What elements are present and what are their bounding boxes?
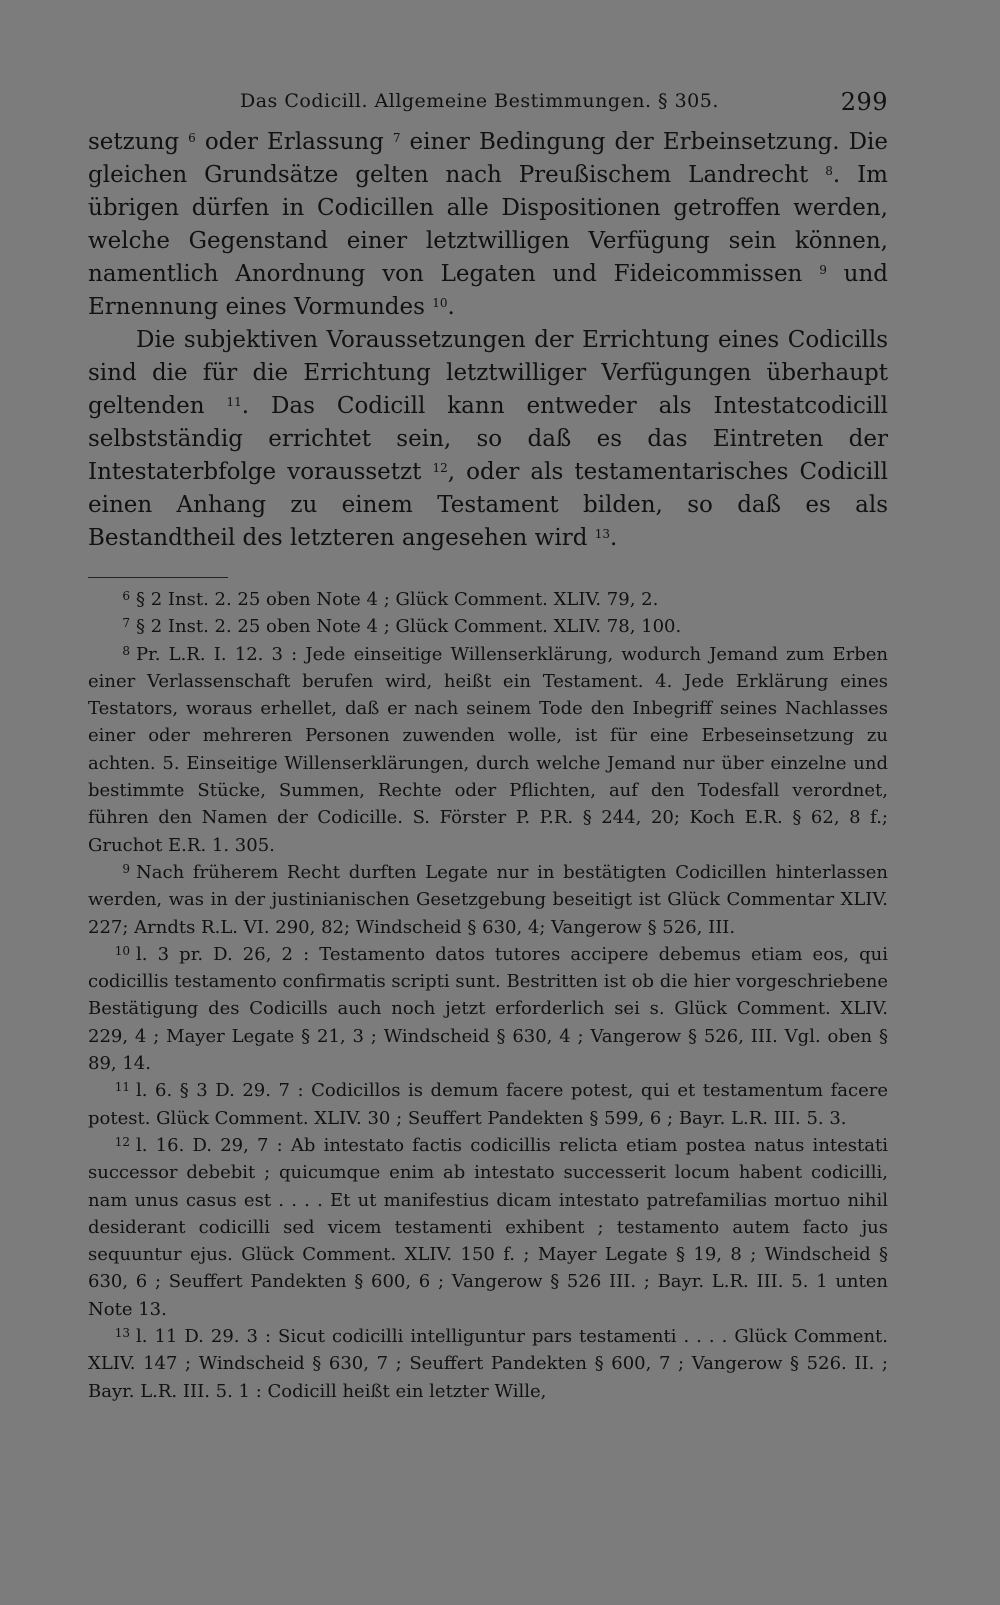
footnote-reference: 11 bbox=[226, 395, 242, 409]
running-title: Das Codicill. Allgemeine Bestimmungen. § 305. bbox=[240, 90, 719, 112]
footnote bbox=[88, 941, 888, 1077]
footnote-text: l. 3 pr. D. 26, 2 : Testamento datos tutores accipere debemus etiam eos, qui codicillis testamento confirmatis scripti sunt. Bestritten ist ob die hier vorgeschriebene Bestätigung des Codicills auch noch jetzt erforderlich sei s. Glück Comment. XLIV. 229, 4 ; Mayer Legate § 21, 3 ; Windscheid § 630, 4 ; Vangerow § 526, III. Vgl. oben § 89, 14. bbox=[88, 943, 888, 1075]
footnote-text: l. 6. § 3 D. 29. 7 : Codicillos is demum facere potest, qui et testamentum facere potest. Glück Comment. XLIV. 30 ; Seuffert Pandekten § 599, 6 ; Bayr. L.R. III. 5. 3. bbox=[88, 1080, 888, 1129]
footnote-number: 8 bbox=[122, 643, 130, 658]
footnote-number: 12 bbox=[114, 1134, 130, 1149]
footnote-marker bbox=[88, 613, 136, 640]
footnote bbox=[88, 1323, 888, 1405]
footnote-reference: 12 bbox=[432, 461, 448, 475]
footnote-marker bbox=[88, 586, 136, 613]
footnote-text: l. 16. D. 29, 7 : Ab intestato factis codicillis relicta etiam postea natus intestati successor debebit ; quicumque enim ab intestato successerit locum habent codicilli, nam unus casus est . . . . Et ut manifestius dicam intestato patrefamilias mortuo nihil desiderant codicilli sed vicem testamenti exhibent ; testamento autem facto jus sequuntur ejus. Glück Comment. XLIV. 150 f. ; Mayer Legate § 19, 8 ; Windscheid § 630, 6 ; Seuffert Pandekten § 600, 6 ; Vangerow § 526 III. ; Bayr. L.R. III. 5. 1 unten Note 13. bbox=[88, 1134, 888, 1320]
footnote-reference: 9 bbox=[819, 263, 827, 277]
footnote-marker bbox=[88, 1077, 136, 1104]
footnote-marker bbox=[88, 859, 136, 886]
footnotes bbox=[88, 586, 888, 1405]
text-run: . bbox=[610, 525, 618, 551]
footnote-number: 11 bbox=[114, 1080, 130, 1095]
footnote bbox=[88, 613, 888, 640]
footnote-number: 13 bbox=[114, 1326, 130, 1341]
footnote bbox=[88, 641, 888, 859]
body-paragraph bbox=[88, 126, 888, 324]
text-run: einer Bedingung der Erbeinsetzung. Die gleichen Grundsätze gelten nach Preußischem Landrecht bbox=[88, 129, 888, 188]
footnote-text: l. 11 D. 29. 3 : Sicut codicilli intelliguntur pars testamenti . . . . Glück Comment. XLIV. 147 ; Windscheid § 630, 7 ; Seuffert Pandekten § 600, 7 ; Vangerow § 526. II. ; Bayr. L.R. III. 5. 1 : Codicill heißt ein letzter Wille, bbox=[88, 1326, 888, 1402]
text-run: . Das Codicill kann entweder als Intestatcodicill selbstständig errichtet sein, so daß es das Eintreten der Intestaterbfolge voraussetzt bbox=[88, 393, 888, 485]
footnote-number: 10 bbox=[114, 943, 130, 958]
text-run: . Im übrigen dürfen in Codicillen alle Dispositionen getroffen werden, welche Gegenstand einer letztwilligen Verfügung sein können, namentlich Anordnung von Legaten und Fideicommissen bbox=[88, 162, 888, 287]
book-page bbox=[88, 82, 888, 1405]
footnote-marker bbox=[88, 641, 136, 668]
running-header bbox=[88, 82, 888, 126]
text-run: setzung bbox=[88, 129, 189, 155]
text-run: . bbox=[447, 294, 455, 320]
footnote bbox=[88, 1132, 888, 1323]
footnote-text: Pr. L.R. I. 12. 3 : Jede einseitige Willenserklärung, wodurch Jemand zum Erben einer Verlassenschaft berufen wird, heißt ein Testament. 4. Jede Erklärung eines Testators, woraus erhellet, daß er nach seinem Tode den Inbegriff seines Nachlasses einer oder mehreren Personen zuwenden wolle, ist für eine Erbeseinsetzung zu achten. 5. Einseitige Willenserklärungen, durch welche Jemand nur über einzelne und bestimmte Stücke, Summen, Rechte oder Pflichten, auf den Todesfall verordnet, führen den Namen der Codicille. S. Förster P. P.R. § 244, 20; Koch E.R. § 62, 8 f.; Gruchot E.R. 1. 305. bbox=[88, 643, 888, 856]
footnote-marker bbox=[88, 1323, 136, 1350]
text-run: , oder als testamentarisches Codicill einen Anhang zu einem Testament bilden, so daß es als Bestandtheil des letzteren angesehen wird bbox=[88, 459, 888, 551]
footnote bbox=[88, 586, 888, 613]
footnote-divider bbox=[88, 577, 228, 578]
footnote-number: 6 bbox=[122, 589, 130, 603]
footnote-reference: 6 bbox=[188, 131, 196, 145]
text-run: Die subjektiven Voraussetzungen der Errichtung eines Codicills sind die für die Errichtung letztwilliger Verfügungen überhaupt geltenden bbox=[88, 327, 888, 419]
footnote-number: 9 bbox=[122, 861, 130, 876]
footnote-marker bbox=[88, 941, 136, 968]
footnote-number: 7 bbox=[122, 616, 130, 631]
footnote-reference: 8 bbox=[825, 164, 833, 178]
footnote-reference: 7 bbox=[392, 131, 401, 145]
text-run: und Ernennung eines Vormundes bbox=[88, 261, 888, 320]
main-text bbox=[88, 126, 888, 555]
footnote bbox=[88, 859, 888, 941]
body-paragraph bbox=[88, 324, 888, 555]
footnote-text: § 2 Inst. 2. 25 oben Note 4 ; Glück Comment. XLIV. 78, 100. bbox=[136, 616, 682, 638]
footnote-reference: 13 bbox=[594, 527, 611, 541]
page-number: 299 bbox=[840, 88, 888, 116]
footnote-text: Nach früherem Recht durften Legate nur in bestätigten Codicillen hinterlassen werden, was in der justinianischen Gesetzgebung beseitigt ist Glück Commentar XLIV. 227; Arndts R.L. VI. 290, 82; Windscheid § 630, 4; Vangerow § 526, III. bbox=[88, 861, 888, 938]
footnote-marker bbox=[88, 1132, 136, 1159]
footnote-text: § 2 Inst. 2. 25 oben Note 4 ; Glück Comment. XLIV. 79, 2. bbox=[136, 589, 659, 610]
footnote bbox=[88, 1077, 888, 1132]
text-run: oder Erlassung bbox=[195, 129, 393, 155]
footnote-reference: 10 bbox=[432, 296, 448, 310]
